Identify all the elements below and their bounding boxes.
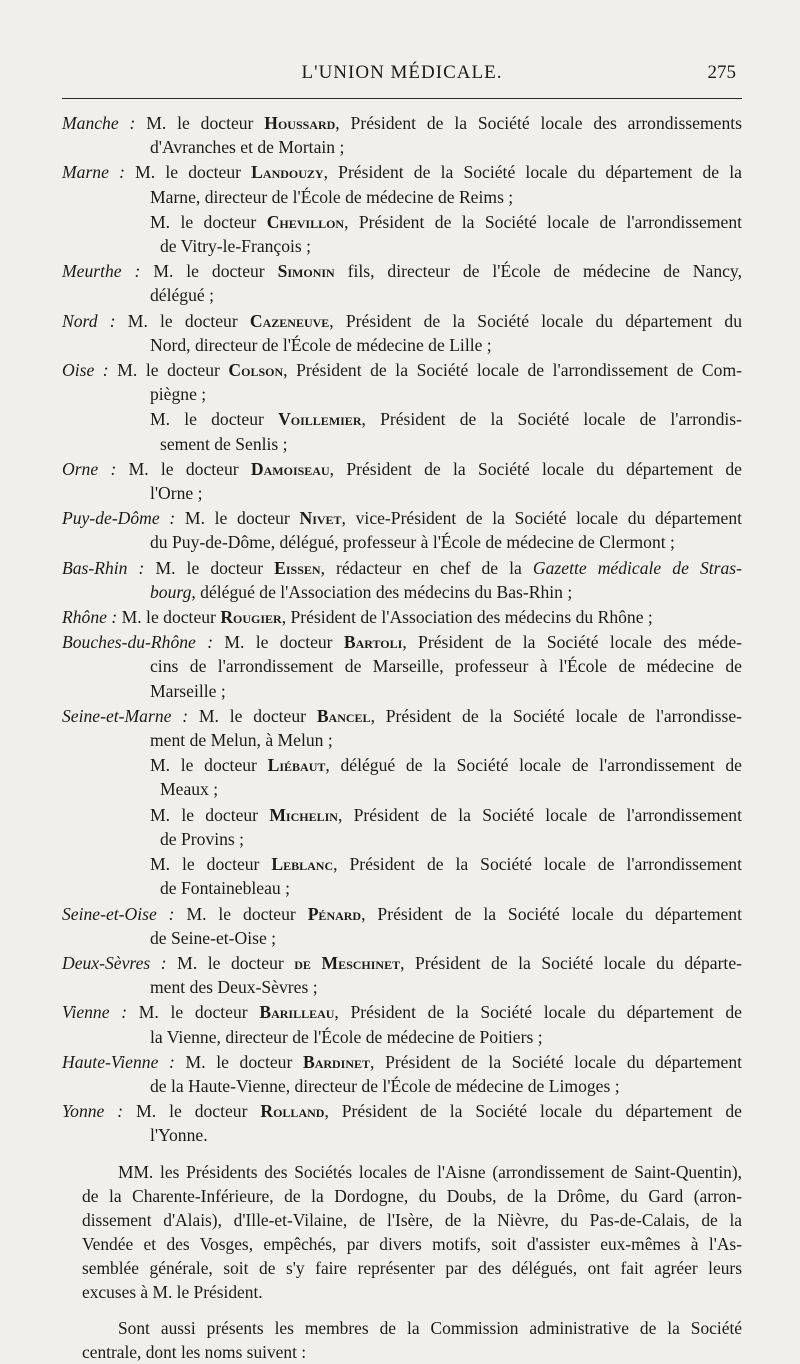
delegate-entry (62, 309, 742, 357)
entry-line (62, 1123, 742, 1147)
role-text: , Président de la Société locale du département de la (323, 162, 742, 183)
continuation-text: Marseille ; (150, 680, 226, 701)
doctor-name: Bardinet (302, 1051, 371, 1072)
doctor-name: Nivet (299, 508, 342, 529)
paragraph-line: de la Charente-Inférieure, de la Dordogne, du Doubs, de la Drôme, du Gard (arron- (82, 1185, 742, 1206)
title-text: M. le docteur (116, 458, 251, 479)
delegate-entry (62, 1099, 742, 1147)
role-text: , Président de la Société locale du département de (324, 1101, 742, 1122)
entry-line (62, 827, 742, 851)
role-text: , Président de la Société locale des arrondissements (335, 113, 742, 133)
role-text: fils, directeur de l'École de médecine de Nancy, (334, 261, 742, 282)
entry-line (62, 605, 742, 629)
entry-line (62, 457, 742, 481)
doctor-name: Bancel (316, 705, 371, 726)
page-header (62, 56, 742, 96)
role-text: , Président de la Société locale de l'arrondis- (361, 409, 742, 430)
doctor-name: Rolland (260, 1101, 325, 1122)
continuation-text: la Vienne, directeur de l'École de médecine de Poitiers ; (150, 1026, 543, 1047)
entry-line (62, 975, 742, 999)
doctor-name: Barilleau (259, 1002, 335, 1023)
delegate-entry (62, 160, 742, 208)
title-text: M. le docteur (150, 211, 267, 232)
delegate-entry (62, 1050, 742, 1098)
role-text: , Président de la Société locale de l'arrondisse- (370, 705, 742, 726)
continuation-text: Marne, directeur de l'École de médecine de Reims ; (150, 186, 514, 207)
doctor-name: Chevillon (266, 211, 345, 232)
continuation-text: l'Orne ; (150, 483, 203, 504)
paragraph-line: dissement d'Alais), d'Ille-et-Vilaine, de l'Isère, de la Nièvre, du Pas-de-Calais, de la (82, 1209, 742, 1230)
entry-line (62, 902, 742, 926)
role-text: , Président de l'Association des médecins du Rhône ; (281, 607, 653, 628)
department-name: Vienne : (62, 1002, 128, 1023)
doctor-name: Bartoli (343, 632, 403, 653)
continuation-text: Nord, directeur de l'École de médecine de Lille ; (150, 334, 492, 355)
continuation-text: de Fontainebleau ; (160, 878, 290, 899)
department-name: Seine-et-Marne : (62, 705, 189, 726)
delegate-entry (62, 852, 742, 900)
delegate-entry (62, 407, 742, 455)
continuation-text: sement de Senlis ; (160, 433, 288, 454)
entry-line (62, 481, 742, 505)
title-text: M. le docteur (127, 1002, 260, 1023)
title-text: M. le docteur (124, 162, 252, 183)
delegate-entry (62, 358, 742, 406)
role-text: , Président de la Société locale de l'arrondissement (344, 211, 742, 232)
title-text: M. le docteur (123, 1101, 261, 1122)
title-text: M. le docteur (144, 557, 275, 578)
entry-line (62, 185, 742, 209)
entry-line (62, 728, 742, 752)
body-text (62, 1160, 742, 1364)
header-rule (62, 98, 742, 99)
department-name: Meurthe : (62, 261, 141, 282)
department-name: Deux-Sèvres : (62, 952, 167, 973)
department-name: Orne : (62, 458, 117, 479)
role-text: , Président de la Société locale du département du (329, 310, 743, 331)
delegate-entry (62, 457, 742, 505)
doctor-name: Voillemier (278, 409, 362, 430)
continuation-text: de Provins ; (160, 828, 245, 849)
paragraph-line: Vendée et des Vosges, empêchés, par divers motifs, soit d'assister eux-mêmes à l'As- (82, 1233, 742, 1254)
role-text: , vice-Président de la Société locale du département (341, 508, 742, 529)
entry-line (62, 654, 742, 678)
entry-line (62, 234, 742, 258)
delegate-entry (62, 753, 742, 801)
delegate-entry (62, 111, 742, 159)
entry-line (62, 704, 742, 728)
paragraph-line: semblée générale, soit de s'y faire représenter par des délégués, ont fait agréer leurs (82, 1257, 742, 1278)
continuation-text: d'Avranches et de Mortain ; (150, 137, 345, 158)
continuation-text: de Seine-et-Oise ; (150, 927, 277, 948)
doctor-name: Leblanc (271, 854, 334, 875)
paragraph-line: centrale, dont les noms suivent : (82, 1341, 307, 1362)
entry-line (62, 210, 742, 234)
entry-line (62, 852, 742, 876)
doctor-name: Pénard (307, 903, 362, 924)
entry-line (62, 679, 742, 703)
department-name: Marne : (62, 162, 125, 183)
role-text: , Président de la Société locale du département de (329, 458, 742, 479)
delegate-entry (62, 506, 742, 554)
journal-title: Gazette médicale de Stras- (532, 557, 742, 578)
entry-line (62, 160, 742, 184)
doctor-name: Colson (228, 360, 284, 381)
title-text: M. le docteur (166, 952, 295, 973)
title-text: M. le docteur (174, 903, 308, 924)
continuation-text: délégué de l'Association des médecins du Bas-Rhin ; (195, 581, 573, 602)
continuation-text: de Vitry-le-François ; (160, 236, 312, 257)
title-text: M. le docteur (150, 804, 270, 825)
page-number: 275 (707, 62, 736, 83)
role-text: , rédacteur en chef de la (320, 557, 533, 578)
entry-line (62, 506, 742, 530)
entry-line (62, 1025, 742, 1049)
title-text: M. le docteur (108, 360, 229, 381)
continuation-text: délégué ; (150, 285, 214, 306)
title-text: M. le docteur (174, 1051, 303, 1072)
title-text: M. le docteur (213, 632, 344, 653)
department-name: Haute-Vienne : (62, 1051, 175, 1072)
role-text: , Président de la Société locale du département (370, 1051, 743, 1072)
department-name: Nord : (62, 310, 116, 331)
department-name: Bas-Rhin : (62, 557, 145, 578)
entry-line (62, 556, 742, 580)
department-name: Manche : (62, 113, 136, 133)
continuation-text: de la Haute-Vienne, directeur de l'École de médecine de Limoges ; (150, 1075, 620, 1096)
doctor-name: Houssard (264, 113, 336, 133)
journal-title: bourg, (150, 581, 196, 602)
department-name: Rhône : (62, 607, 118, 628)
doctor-name: Landouzy (251, 162, 324, 183)
title-text: M. le docteur (150, 854, 272, 875)
entry-line (62, 1099, 742, 1123)
role-text: , Président de la Société locale du département (361, 903, 742, 924)
delegate-entry (62, 556, 742, 604)
delegate-entry (62, 951, 742, 999)
title-text: M. le docteur (140, 261, 278, 282)
doctor-name: Michelin (269, 804, 338, 825)
title-text: M. le docteur (135, 113, 265, 133)
continuation-text: ment de Melun, à Melun ; (150, 730, 333, 751)
continuation-text: piègne ; (150, 384, 207, 405)
doctor-name: Simonin (277, 261, 335, 282)
entry-line (62, 630, 742, 654)
entry-line (62, 803, 742, 827)
role-text: , Président de la Société locale de l'arrondissement de Com- (283, 360, 742, 381)
paragraph-line: excuses à M. le Président. (82, 1281, 263, 1302)
paragraph-line: Sont aussi présents les membres de la Commission administrative de la Société (118, 1317, 742, 1338)
department-name: Yonne : (62, 1101, 124, 1122)
continuation-text: l'Yonne. (150, 1125, 208, 1146)
delegate-entry (62, 1000, 742, 1048)
entry-line (62, 876, 742, 900)
delegate-entry (62, 210, 742, 258)
role-text: , délégué de la Société locale de l'arrondissement de (325, 755, 742, 776)
entry-line (62, 926, 742, 950)
doctor-name: Eissen (274, 557, 321, 578)
entry-line (62, 1000, 742, 1024)
role-text: , Président de la Société locale du département de (334, 1002, 742, 1023)
entry-line (62, 283, 742, 307)
title-text: M. le docteur (150, 409, 279, 430)
role-text: , Président de la Société locale des méde- (402, 632, 743, 653)
entry-line (62, 432, 742, 456)
delegate-list (62, 111, 742, 1148)
delegate-entry (62, 630, 742, 703)
entry-line (62, 333, 742, 357)
entry-line (62, 951, 742, 975)
delegate-entry (62, 259, 742, 307)
title-text: M. le docteur (115, 310, 250, 331)
continuation-text: du Puy-de-Dôme, délégué, professeur à l'École de médecine de Clermont ; (150, 532, 675, 553)
continuation-text: ment des Deux-Sèvres ; (150, 977, 318, 998)
entry-line (62, 135, 742, 159)
doctor-name: de Meschinet (294, 952, 401, 973)
entry-line (62, 309, 742, 333)
entry-line (62, 1050, 742, 1074)
entry-line (62, 753, 742, 777)
entry-line (62, 580, 742, 604)
entry-line (62, 382, 742, 406)
entry-line (62, 407, 742, 431)
entry-line (62, 259, 742, 283)
paragraph-line: MM. les Présidents des Sociétés locales de l'Aisne (arrondissement de Saint-Quentin), (118, 1161, 742, 1182)
entry-line (62, 1074, 742, 1098)
continuation-text: Meaux ; (160, 779, 219, 800)
title-text: M. le docteur (188, 705, 317, 726)
continuation-text: cins de l'arrondissement de Marseille, professeur à l'École de médecine de (150, 656, 742, 677)
paragraph (82, 1160, 742, 1304)
running-title: L'UNION MÉDICALE. (301, 62, 503, 83)
role-text: , Président de la Société locale de l'arrondissement (333, 854, 742, 875)
delegate-entry (62, 902, 742, 950)
doctor-name: Damoiseau (250, 458, 330, 479)
role-text: , Président de la Société locale de l'arrondissement (337, 804, 742, 825)
entry-line (62, 530, 742, 554)
role-text: , Président de la Société locale du départe- (400, 952, 742, 973)
department-name: Puy-de-Dôme : (62, 508, 176, 529)
title-text: M. le docteur (117, 607, 221, 628)
entry-line (62, 358, 742, 382)
title-text: M. le docteur (175, 508, 300, 529)
doctor-name: Liébaut (267, 755, 326, 776)
department-name: Bouches-du-Rhône : (62, 632, 214, 653)
entry-line (62, 111, 742, 135)
delegate-entry (62, 605, 742, 629)
delegate-entry (62, 704, 742, 752)
delegate-entry (62, 803, 742, 851)
entry-line (62, 777, 742, 801)
department-name: Oise : (62, 360, 109, 381)
title-text: M. le docteur (150, 755, 268, 776)
doctor-name: Cazeneuve (249, 310, 330, 331)
doctor-name: Rougier (220, 607, 282, 628)
department-name: Seine-et-Oise : (62, 903, 175, 924)
